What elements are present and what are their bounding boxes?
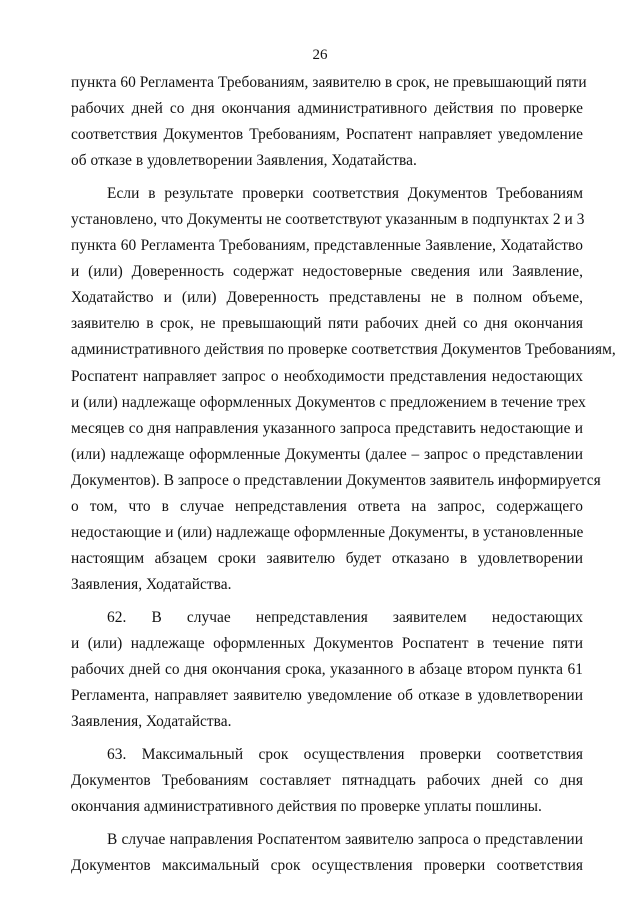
text-line: об отказе в удовлетворении Заявления, Ходатайства. — [71, 152, 417, 170]
text-line: настоящим абзацем сроки заявителю будет отказано в удовлетворении — [71, 550, 583, 568]
page-number: 26 — [312, 47, 328, 63]
text-line: 63. Максимальный срок осуществления проверки соответствия — [107, 745, 583, 763]
text-line: и (или) надлежаще оформленных Документов Роспатент в течение пяти — [71, 634, 583, 652]
paragraph-2 — [71, 181, 616, 599]
paragraph-3 — [71, 605, 583, 735]
text-line: В случае направления Роспатентом заявителю запроса о представлении — [107, 830, 583, 848]
text-line: пункта 60 Регламента Требованиям, заявителю в срок, не превышающий пяти — [71, 74, 587, 91]
text-line: административного действия по проверке соответствия Документов Требованиям, — [71, 341, 616, 359]
text-line: Документов). В запросе о представлении Документов заявитель информируется — [71, 471, 601, 489]
text-line: пункта 60 Регламента Требованиям, представленные Заявление, Ходатайство — [71, 237, 583, 255]
text-line: окончания административного действия по проверке уплаты пошлины. — [71, 798, 542, 816]
text-line: и (или) надлежаще оформленных Документов с предложением в течение трех — [71, 393, 586, 411]
paragraph-4 — [71, 742, 583, 820]
text-line: и (или) Доверенность содержат недостоверные сведения или Заявление, — [71, 263, 583, 281]
document-body — [71, 70, 616, 885]
text-line: Документов Требованиям составляет пятнадцать рабочих дней со дня — [71, 771, 583, 789]
text-line: Заявления, Ходатайства. — [71, 713, 232, 731]
text-line: Заявления, Ходатайства. — [71, 576, 232, 594]
text-line: 62. В случае непредставления заявителем недостающих — [107, 608, 583, 626]
text-line: соответствия Документов Требованиям, Роспатент направляет уведомление — [71, 126, 583, 144]
paragraph-5 — [71, 827, 583, 879]
text-line: о том, что в случае непредставления ответа на запрос, содержащего — [71, 498, 583, 515]
text-line: Роспатент направляет запрос о необходимости представления недостающих — [71, 367, 583, 385]
text-line: рабочих дней со дня окончания административного действия по проверке — [71, 100, 583, 118]
text-line: Документов максимальный срок осуществления проверки соответствия — [71, 856, 583, 874]
text-line: (или) надлежаще оформленные Документы (далее – запрос о представлении — [71, 445, 583, 463]
text-line: месяцев со дня направления указанного запроса представить недостающие и — [71, 419, 583, 437]
text-line: Если в результате проверки соответствия Документов Требованиям — [107, 184, 583, 202]
text-line: установлено, что Документы не соответствуют указанным в подпунктах 2 и 3 — [71, 210, 585, 228]
text-line: недостающие и (или) надлежаще оформленные Документы, в установленные — [71, 524, 584, 542]
text-line: Ходатайство и (или) Доверенность представлены не в полном объеме, — [71, 289, 583, 307]
paragraph-1 — [71, 70, 587, 174]
text-line: заявителю в срок, не превышающий пяти рабочих дней со дня окончания — [71, 315, 583, 333]
text-line: Регламента, направляет заявителю уведомление об отказе в удовлетворении — [71, 687, 583, 705]
text-line: рабочих дней со дня окончания срока, указанного в абзаце втором пункта 61 — [71, 661, 583, 679]
